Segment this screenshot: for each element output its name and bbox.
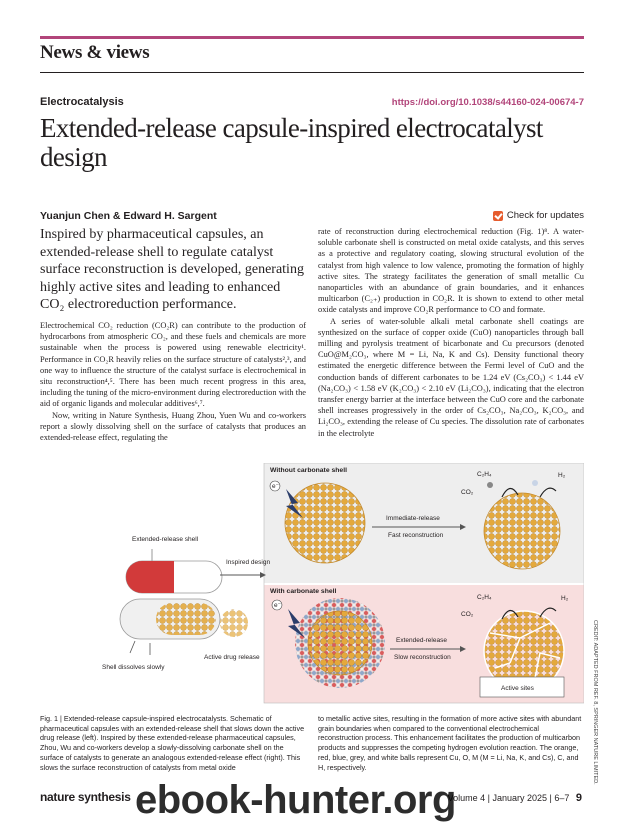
slow-reconstruction-label: Slow reconstruction (394, 654, 451, 661)
standfirst: Inspired by pharmaceutical capsules, an extended-release shell to regulate catalyst surface reconstruction is developed, generating highly active sites and leading to enhanced CO₂ electroreduction performance. (40, 227, 304, 312)
h2-label: H₂ (561, 595, 569, 602)
page-number: 9 (575, 792, 582, 804)
molecule-icon (487, 482, 493, 488)
molecule-icon (532, 480, 538, 486)
body-paragraph: Electrochemical CO₂ reduction (CO₂R) can contribute to the production of hydrocarbons from atmospheric CO₂, and these fuels and chemicals are more sustainable when the process is powered using renewable electricity¹. Performance in CO₂R heavily relies on the surface structure of catalysts²,³, and one way to influence the structure of the catalyst surface is electrochemical in situ reconstruction⁴,⁵. There has been much recent progress in this area, including the tuning of the micro-environment during electroreduction with the aid of organic ligands and molecular additives⁶,⁷. (40, 321, 306, 409)
with-shell-label: With carbonate shell (270, 588, 337, 595)
volume-info (448, 792, 582, 804)
cuo-core (308, 611, 372, 675)
figure-credit: CREDIT: ADAPTED FROM REF. 8, SPRINGER NATURE LIMITED. (592, 620, 598, 785)
brand-title: News & views (40, 42, 150, 63)
shell-dissolves-label: Shell dissolves slowly (102, 664, 165, 671)
cuo-sphere (285, 483, 365, 563)
check-updates-label: Check for updates (506, 210, 584, 221)
article-title: Extended-release capsule-inspired electrocatalyst design (40, 113, 543, 172)
body-paragraph: Now, writing in Nature Synthesis, Huang Zhou, Yuen Wu and co-workers report a slowly dissolving shell on the surface of catalysts that produces an extended-release effect, regulating the (40, 410, 306, 443)
check-updates-button[interactable] (493, 210, 584, 221)
caption-right: to metallic active sites, resulting in the formation of more active sites with abundant grain boundaries when compared to the conventional electrochemical reconstruction process. This enhancement facilitates the production of multicarbon products and suppresses the competing hydrogen evolution reaction. The orange, red, blue, grey, and white balls represent Cu, O, M (M = Li, Na, K, and Cs), C, and H, respectively. (318, 714, 582, 772)
figure-1 (40, 463, 584, 707)
without-shell-label: Without carbonate shell (270, 467, 347, 474)
inspired-design-label: Inspired design (226, 559, 271, 566)
active-sites-label: Active sites (501, 685, 534, 692)
volume-label: Volume 4 | January 2025 | 6–7 (447, 793, 570, 803)
immediate-release-label: Immediate-release (386, 515, 440, 522)
extended-release-label: Extended-release (396, 637, 447, 644)
electron-label: e⁻ (272, 483, 280, 490)
caption-left: Fig. 1 | Extended-release capsule-inspired electrocatalysts. Schematic of pharmaceutical capsules with an extended-release shell that slows down the active drug release (left). Inspired by these extended-release pharmaceutical capsules, Zhou, Wu and co-workers develop a slowly-dissolving carbonate shell on the surface of catalysts to generate an analogous extended-release effect (right). This slows the surface reconstruction of catalysts from metal oxide (40, 714, 305, 772)
doi-link[interactable]: https://doi.org/10.1038/s44160-024-00674-7 (391, 97, 584, 108)
co2-label: CO₂ (461, 611, 474, 618)
section-label: Electrocatalysis (40, 96, 124, 108)
body-right-column (318, 226, 584, 439)
body-paragraph: A series of water-soluble alkali metal carbonate shell coatings are synthesized on the surface of copper oxide (CuO) nanoparticles through ball milling and pyrolysis treatment of bicarbonate and Cu precursors (denoted CuO@M₂CO₃, where M = Li, Na, K and Cs). Density functional theory estimated the energetic difference between the Fermi level of CuO and the conduction bands of different carbonates to be 1.24 eV (Cs₂CO₃) < 1.44 eV (Na₂CO₃) < 1.58 eV (K₂CO₃) < 2.10 eV (Li₂CO₃), indicating that the electron transfer energy barrier at the interface between the CuO core and the carbonate shell increases progressively in the order of Cs₂CO₃, Na₂CO₃, K₂CO₃, and Li₂CO₃, extending the release of Cu species. The dissolution rate of carbonates in the electrolyte (318, 316, 584, 438)
check-updates-icon (493, 211, 503, 221)
c2h4-label: C₂H₄ (477, 594, 492, 601)
brand-divider (40, 72, 584, 73)
fast-reconstruction-label: Fast reconstruction (388, 532, 444, 539)
electron-label: e⁻ (274, 602, 282, 609)
top-accent-bar (40, 36, 584, 39)
watermark: ebook-hunter.org (135, 778, 456, 822)
body-paragraph: rate of reconstruction during electrochemical reduction (Fig. 1)⁸. A water-soluble carbonate shell is constructed on metal oxide catalysts, and this serves as a protective and regulatory coating, slowing structural evolution of the catalyst from high valence to low valence, promoting the formation of highly active sites. The strategy facilitates the generation of small metallic Cu nanoparticles with an abundance of grain boundaries, and it enhances multicarbon (C₂₊) production in CO₂R. It is shown to extend to other metal oxide catalysts and improve CO₂R performance to CO and formate. (318, 227, 584, 315)
active-drug-label: Active drug release (204, 654, 260, 661)
journal-name: nature synthesis (40, 790, 131, 804)
h2-label: H₂ (558, 472, 566, 479)
co2-label: CO₂ (461, 489, 474, 496)
c2h4-label: C₂H₄ (477, 471, 492, 478)
ext-release-shell-label: Extended-release shell (132, 536, 199, 543)
body-left-column (40, 320, 306, 443)
reconstructed-sphere (484, 493, 560, 569)
author-list: Yuanjun Chen & Edward H. Sargent (40, 210, 217, 222)
